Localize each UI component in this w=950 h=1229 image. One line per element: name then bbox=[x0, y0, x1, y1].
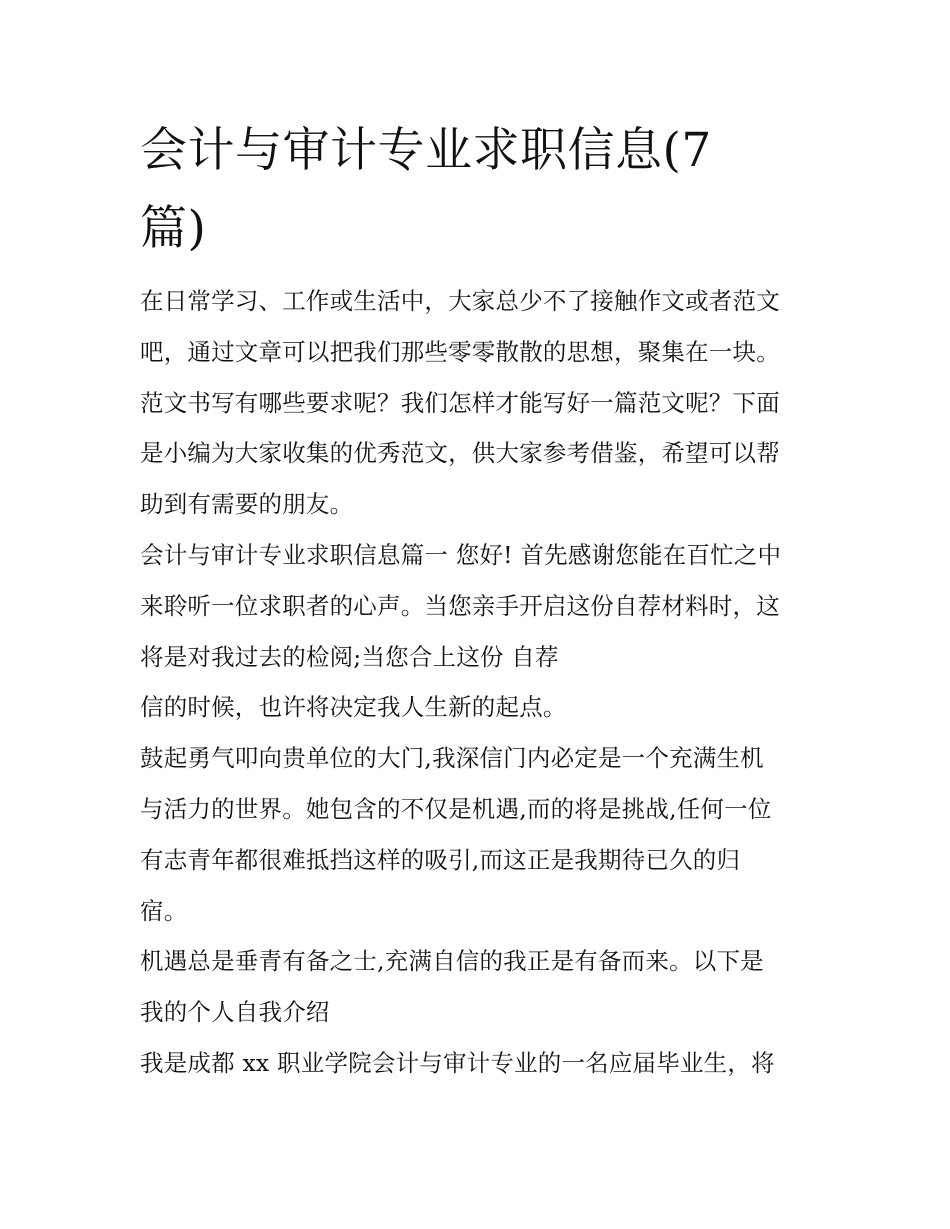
body-line-10: 鼓起勇气叩向贵单位的大门,我深信门内必定是一个充满生机 bbox=[140, 744, 764, 773]
document-title bbox=[140, 112, 820, 268]
body-line-16: 我是成都 xx 职业学院会计与审计专业的一名应届毕业生，将 bbox=[140, 1048, 775, 1077]
body-line-12: 有志青年都很难抵挡这样的吸引,而这正是我期待已久的归 bbox=[140, 845, 741, 874]
body-line-6: 会计与审计专业求职信息篇一 您好! 首先感谢您能在百忙之中 bbox=[140, 540, 782, 569]
body-line-13: 宿。 bbox=[140, 896, 188, 925]
body-line-9: 信的时候，也许将决定我人生新的起点。 bbox=[140, 693, 567, 722]
body-line-7: 来聆听一位求职者的心声。当您亲手开启这份自荐材料时，这 bbox=[140, 591, 780, 620]
body-line-11: 与活力的世界。她包含的不仅是机遇,而的将是挑战,任何一位 bbox=[140, 794, 772, 823]
title-line-2: 篇) bbox=[140, 201, 207, 256]
body-line-14: 机遇总是垂青有备之士,充满自信的我正是有备而来。以下是 bbox=[140, 947, 764, 976]
body-line-15: 我的个人自我介绍 bbox=[140, 998, 330, 1027]
body-line-4: 是小编为大家收集的优秀范文，供大家参考借鉴，希望可以帮 bbox=[140, 439, 780, 468]
body-line-3: 范文书写有哪些要求呢？我们怎样才能写好一篇范文呢？下面 bbox=[140, 388, 780, 417]
body-line-8: 将是对我过去的检阅;当您合上这份 自荐 bbox=[140, 642, 559, 671]
document-body bbox=[140, 276, 830, 1089]
title-line-1: 会计与审计专业求职信息(7 bbox=[140, 123, 712, 178]
body-line-2: 吧，通过文章可以把我们那些零零散散的思想，聚集在一块。 bbox=[140, 337, 780, 366]
body-line-1: 在日常学习、工作或生活中，大家总少不了接触作文或者范文 bbox=[140, 287, 780, 315]
body-line-5: 助到有需要的朋友。 bbox=[140, 490, 354, 519]
